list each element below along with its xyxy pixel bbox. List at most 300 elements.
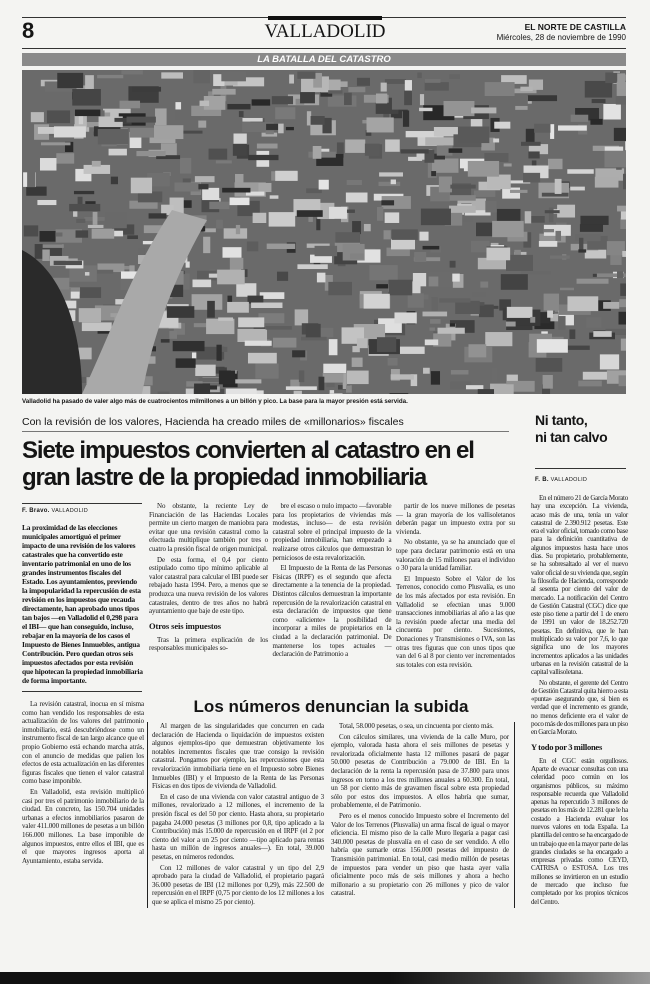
- photo-texture: [515, 106, 527, 110]
- photo-texture: [69, 204, 100, 211]
- photo-texture: [315, 246, 338, 256]
- paragraph: Tras la primera explicación de los responsables municipales so-: [149, 635, 268, 653]
- photo-texture: [85, 272, 89, 276]
- photo-texture: [27, 172, 35, 187]
- photo-texture: [286, 127, 294, 130]
- photo-texture: [577, 279, 609, 284]
- photo-texture: [260, 292, 285, 299]
- photo-texture: [377, 207, 383, 221]
- photo-texture: [425, 79, 441, 83]
- paragraph: No obstante, la reciente Ley de Financiación de las Haciendas Locales permite un cierto margen de maniobra para evitar que una revisión catastral como la efectuada multiplique también por tres o cuatro la presión fiscal de origen municipal.: [149, 502, 268, 553]
- photo-texture: [272, 96, 293, 104]
- photo-texture: [222, 188, 250, 193]
- photo-texture: [344, 93, 352, 105]
- photo-texture: [429, 277, 439, 287]
- photo-texture: [182, 131, 203, 134]
- photo-texture: [438, 328, 465, 334]
- paragraph: En el número 21 de García Morato hay una excepción. La vivienda, acaso más de una, tenía un valor catastral de 2.390.912 pesetas. Este era el valor oficial, tomado como base para la definición cuantitativa de algunos impuestos hasta hace unos días. Su propietario, probablemente, se ha sobresaltado al ver el nuevo valor oficial de su vivienda que, según la filosofía de Hacienda, corresponde al sesenta por ciento del valor de mercado. La notificación del Centro de Gestión Catastral (CGC) dice que este piso tiene a partir del 1 de enero de 1991 un valor de 18.252.720 pesetas. En definitiva, que le han multiplicado su valor por 7,6, lo que significa uno de los mayores incrementos aplicados a las unidades urbanas en la revisión catastral de la capital vallisoletana.: [531, 494, 628, 677]
- photo-texture: [80, 287, 101, 298]
- photo-texture: [625, 141, 626, 150]
- photo-texture: [430, 319, 441, 324]
- photo-texture: [592, 99, 606, 103]
- photo-texture: [323, 364, 346, 373]
- photo-texture: [421, 209, 451, 226]
- photo-texture: [266, 131, 274, 134]
- photo-texture: [468, 161, 499, 177]
- photo-texture: [494, 384, 514, 394]
- photo-texture: [292, 350, 305, 357]
- main-headline: Siete impuestos convierten al catastro en el gran lastre de la propiedad inmobiliaria: [22, 437, 474, 491]
- photo-texture: [536, 358, 563, 372]
- photo-texture: [444, 101, 475, 116]
- photo-texture: [55, 232, 62, 236]
- article-column-1: [22, 700, 144, 867]
- photo-texture: [297, 210, 323, 217]
- photo-texture: [233, 144, 247, 156]
- photo-texture: [209, 202, 229, 209]
- photo-texture: [492, 221, 524, 237]
- headline-line: Ni tanto,: [535, 412, 588, 428]
- photo-texture: [328, 95, 357, 106]
- paragraph: En el caso de una vivienda con valor catastral antiguo de 3 millones, revalorizado a 12 millones, el incremento de la presión fiscal es del 50 por ciento. Hasta ahora, su propietario pagaba 24.000 pesetas (3 millones por 0,8, tipo aplicado a la Contribución) más 15.000 de repercusión en el IRPF (el 2 por ciento del valor a un 25 por ciento —tipo aplicado para rentas hasta un millón de ingresos anuales—). En total, 39.000 pesetas, en números redondos.: [152, 792, 324, 861]
- photo-texture: [130, 128, 158, 138]
- sidebar-subhead: Y todo por 3 millones: [531, 741, 603, 752]
- photo-texture: [586, 317, 601, 328]
- photo-texture: [227, 104, 250, 109]
- photo-texture: [158, 392, 170, 394]
- paragraph: Al margen de las singularidades que concurren en cada declaración de Hacienda o liquidación de impuestos existen algunos ejemplos-tipo que demuestran objetivamente los notables incrementos fiscales que trae consigo la revisión catastral. Pongamos por ejemplo, las repercusiones que esta revalorización inmobiliaria tiene en el Impuesto sobre Bienes Inmuebles (IBI) y el Impuesto de la Renta de las Personas Físicas en dos tipos de vivienda de Valladolid.: [152, 722, 324, 791]
- lead-rule: [22, 691, 142, 692]
- photo-texture: [352, 346, 359, 352]
- photo-texture: [252, 99, 271, 105]
- photo-texture: [544, 294, 559, 311]
- photo-texture: [209, 149, 228, 160]
- photo-texture: [384, 230, 391, 239]
- photo-texture: [180, 158, 191, 174]
- photo-texture: [590, 119, 602, 125]
- photo-texture: [218, 317, 233, 320]
- photo-texture: [76, 219, 85, 223]
- photo-texture: [571, 115, 589, 122]
- photo-texture: [174, 182, 200, 191]
- photo-texture: [391, 374, 414, 379]
- photo-texture: [92, 161, 101, 167]
- photo-texture: [74, 191, 94, 194]
- photo-texture: [273, 338, 297, 348]
- photo-texture: [520, 87, 532, 91]
- photo-texture: [377, 337, 396, 352]
- photo-texture: [401, 149, 429, 153]
- photo-texture: [345, 139, 365, 152]
- photo-texture: [75, 110, 100, 117]
- photo-texture: [37, 200, 56, 205]
- photo-texture: [131, 178, 152, 194]
- photo-texture: [72, 89, 101, 106]
- photo-texture: [369, 265, 397, 280]
- photo-texture: [347, 180, 362, 185]
- photo-texture: [550, 124, 554, 139]
- photo-texture: [88, 225, 104, 228]
- photo-texture: [192, 280, 211, 288]
- photo-texture: [198, 184, 208, 189]
- photo-texture: [300, 92, 315, 103]
- photo-texture: [620, 283, 626, 295]
- photo-texture: [352, 221, 361, 234]
- photo-texture: [289, 75, 294, 84]
- photo-texture: [550, 255, 570, 258]
- kicker-rule: [22, 431, 509, 432]
- photo-texture: [31, 112, 44, 122]
- photo-texture: [364, 224, 371, 231]
- photo-texture: [234, 379, 261, 383]
- photo-texture: [423, 368, 430, 374]
- section-title: VALLADOLID: [264, 21, 386, 42]
- photo-texture: [417, 73, 422, 79]
- photo-texture: [593, 331, 611, 337]
- photo-texture: [419, 232, 428, 241]
- paragraph: Con cálculos similares, una vivienda de la calle Muro, por ejemplo, valorada hasta ahora el seis millones de pesetas y revalorizada oficialmente hasta 12 millones pasará de pagar 50.000 pesetas de Contribución a 79.000 de IBI. En la declaración de la renta la repercusión pasa de 37.800 para unos ingresos en torno a los tres millones anuales a 60.300. En total, un 58 por ciento más de gravamen fiscal sobre esta propiedad sólo por estos dos impuestos. A ellos habría que sumar, probablemente, el de Patrimonio.: [331, 732, 509, 810]
- photo-texture: [43, 244, 64, 248]
- photo-texture: [585, 81, 612, 98]
- paragraph: El Impuesto Sobre el Valor de los Terrenos, conocido como Plusvalía, es uno de los más afectados por esta revisión. En Valladolid se efectúan unas 9.000 transacciones inmobiliarias al año a las que la revisión puede afectar una media del cincuenta por ciento. Sucesiones, Donaciones y Transmisiones o IVA, son las otras tres figuras que con unos tipos que van del 6 al 8 por ciento ver incrementados sus totales con esta revisión.: [396, 574, 515, 669]
- photo-texture: [494, 122, 510, 129]
- photo-texture: [127, 117, 156, 123]
- photo-texture: [221, 71, 246, 81]
- photo-texture: [545, 210, 560, 213]
- photo-texture: [583, 372, 607, 380]
- photo-texture: [186, 389, 194, 394]
- photo-texture: [604, 151, 626, 168]
- photo-texture: [510, 190, 527, 193]
- photo-texture: [111, 177, 118, 185]
- photo-texture: [414, 252, 426, 262]
- photo-texture: [479, 305, 494, 318]
- photo-texture: [97, 270, 113, 274]
- photo-texture: [267, 244, 295, 249]
- photo-texture: [408, 293, 424, 307]
- photo-texture: [391, 179, 396, 184]
- photo-texture: [198, 121, 206, 128]
- photo-texture: [294, 391, 302, 394]
- photo-texture: [502, 188, 520, 199]
- photo-texture: [539, 241, 557, 247]
- paragraph: De esta forma, el 0,4 por ciento estipulado como tipo mínimo aplicable al valor catastral para calcular el IBI puede ser rebajado hasta 1994. Pero, a menos que se produzca una nueva revisión de los valores catastrales, dentro de tres años no habrá ayuntamiento que baje de este tipo.: [149, 555, 268, 616]
- middle-block: [147, 502, 515, 908]
- photo-texture: [350, 254, 364, 260]
- photo-texture: [297, 72, 315, 79]
- photo-texture: [595, 177, 619, 188]
- byline: [22, 508, 144, 515]
- photo-texture: [521, 142, 541, 146]
- photo-texture: [471, 107, 496, 113]
- photo-texture: [623, 174, 626, 190]
- photo-texture: [195, 176, 215, 182]
- photo-texture: [617, 206, 626, 212]
- photo-texture: [379, 182, 401, 186]
- photo-texture: [578, 381, 602, 387]
- photo-caption: Valladolid ha pasado de valer algo más de cuatrocientos milmillones a un billón y pico. La base para la mayor presión está servida.: [22, 398, 408, 405]
- photo-texture: [248, 155, 278, 160]
- photo-texture: [392, 229, 418, 239]
- photo-texture: [506, 322, 516, 327]
- photo-texture: [286, 386, 317, 390]
- article-lead: La proximidad de las elecciones municipales amortiguó el primer impacto de una revisión de los valores catastrales que ha convertido este inventario patrimonial en uno de los grandes instrumentos fiscales del Estado. Los ayuntamientos, previendo la impopularidad la repercusión de esta revisión en los impuestos que recauda directamente, han aprobado unos tipos tan bajos —en Valladolid el 0,298 para el IBI— que han conseguido, incluso, rebajar en la mayoría de los casos el Impuesto de Bienes Inmuebles, antigua Contribución. Pero quedan otros seis impuestos afectados por esta revisión que hipotecan la propiedad inmobiliaria de forma importante.: [22, 523, 143, 685]
- issue-date: Miércoles, 28 de noviembre de 1990: [496, 33, 626, 42]
- paragraph: partir de los nueve millones de pesetas— la gran mayoría de los vallisoletanos deberán pagar un impuesto extra por su vivienda.: [396, 502, 515, 536]
- scan-edge: [0, 972, 650, 984]
- subhead: Otros seis impuestos: [149, 620, 221, 631]
- photo-texture: [580, 224, 603, 232]
- photo-texture: [278, 124, 284, 134]
- photo-texture: [258, 183, 271, 192]
- photo-texture: [548, 159, 563, 169]
- photo-texture: [491, 368, 497, 382]
- photo-texture: [318, 377, 324, 391]
- photo-texture: [41, 142, 71, 145]
- photo-texture: [56, 153, 74, 163]
- photo-texture: [558, 125, 587, 130]
- photo-texture: [530, 317, 535, 323]
- photo-texture: [311, 116, 325, 125]
- paragraph: bre el escaso o nulo impacto —favorable para los propietarios de viviendas más modestas, incluso— de esta revisión catastral sobre el principal impuesto de la propiedad inmobiliaria, han empezado a realizarse otros cálculos que demuestran lo perniciosos de esta revalorización.: [272, 502, 392, 562]
- paragraph: En Valladolid, esta revisión multiplicó casi por tres el patrimonio inmobiliario de la ciudad. En concreto, las 150.704 unidades urbanas a efectos inmobiliarios pasaron de valer 411.000 millones de pesetas a un billón 166.000 millones. La base imponible de algunos impuestos, entre ellos el IBI, que es el que mayores ingresos aporta al Ayuntamiento, estaba servida.: [22, 787, 144, 865]
- photo-texture: [109, 149, 127, 156]
- photo-texture: [493, 138, 499, 142]
- photo-texture: [269, 212, 296, 226]
- photo-texture: [219, 370, 235, 384]
- photo-texture: [486, 248, 510, 261]
- photo-texture: [607, 241, 625, 255]
- photo-texture: [450, 185, 475, 189]
- photo-texture: [365, 144, 380, 156]
- photo-texture: [149, 213, 167, 218]
- photo-texture: [42, 249, 49, 261]
- photo-texture: [404, 91, 412, 106]
- photo-texture: [82, 322, 112, 331]
- photo-texture: [385, 79, 406, 84]
- photo-texture: [195, 365, 215, 376]
- photo-texture: [396, 347, 424, 354]
- photo-texture: [24, 225, 38, 236]
- paragraph: En el CGC están orgullosos. Aparte de evacuar consultas con una celeridad poco común en los organismos públicos, su máximo responsable recuerda que Valladolid apenas ha repercutido 3 millones de pesetas en los más de 12.281 que le ha costado a Hacienda evaluar los nuevos valores en toda España. La plantilla del centro se ha encargado de un trabajo que en la mayor parte de las grandes ciudades se ha encargado a empresas privadas como CEYD, CATRISA o ESTOSA. Los tres millones se invirtieron en un estudio de mercado que incluso fue completado por los propios técnicos del Centro.: [531, 756, 628, 906]
- photo-texture: [224, 228, 247, 238]
- photo-texture: [216, 160, 232, 163]
- photo-texture: [136, 151, 165, 156]
- photo-texture: [329, 339, 338, 355]
- photo-texture: [389, 393, 408, 394]
- photo-texture: [275, 171, 297, 181]
- photo-texture: [255, 364, 278, 379]
- photo-texture: [379, 172, 403, 176]
- photo-texture: [449, 148, 463, 152]
- paragraph: Total, 58.000 pesetas, o sea, un cincuenta por ciento más.: [339, 722, 494, 730]
- photo-texture: [40, 158, 56, 170]
- photo-texture: [192, 294, 223, 310]
- photo-texture: [93, 212, 98, 225]
- photo-texture: [352, 358, 363, 367]
- photo-texture: [204, 228, 216, 232]
- photo-texture: [603, 302, 619, 309]
- photo-texture: [275, 107, 295, 119]
- photo-texture: [234, 134, 247, 144]
- photo-texture: [226, 389, 257, 394]
- photo-texture: [366, 117, 393, 132]
- photo-texture: [555, 231, 561, 241]
- article-column-2: [149, 502, 268, 694]
- photo-texture: [423, 246, 440, 250]
- photo-texture: [216, 220, 223, 229]
- photo-texture: [485, 332, 512, 346]
- photo-texture: [176, 358, 196, 367]
- sidebar-column: [531, 494, 628, 908]
- numbers-column-left: [148, 722, 328, 908]
- photo-texture: [485, 201, 496, 213]
- photo-texture: [212, 89, 235, 95]
- numbers-headline: Los números denuncian la subida: [193, 697, 469, 716]
- photo-texture: [227, 302, 249, 313]
- photo-texture: [207, 301, 215, 318]
- section-banner: LA BATALLA DEL CATASTRO: [22, 53, 626, 66]
- photo-texture: [299, 370, 304, 382]
- photo-texture: [617, 271, 623, 278]
- photo-texture: [236, 283, 256, 297]
- photo-texture: [161, 339, 170, 343]
- photo-texture: [521, 271, 551, 274]
- photo-texture: [317, 273, 325, 283]
- photo-texture: [388, 358, 398, 366]
- numbers-column-right: [328, 722, 512, 908]
- photo-texture: [525, 211, 531, 223]
- photo-texture: [622, 251, 626, 257]
- photo-texture: [420, 94, 424, 105]
- photo-texture: [173, 341, 205, 351]
- photo-texture: [194, 384, 210, 394]
- photo-texture: [346, 193, 368, 203]
- paragraph: No obstante, el gerente del Centro de Gestión Catastral quita hierro a esta «punta» asegurando que, si bien es verdad que el incremento es grande, no menos deficiente era el valor de poco más de dos millones para un piso en García Morato.: [531, 678, 628, 737]
- photo-texture: [450, 261, 456, 268]
- photo-texture: [92, 229, 115, 239]
- photo-texture: [600, 354, 619, 369]
- photo-texture: [430, 327, 435, 330]
- paragraph: El Impuesto de la Renta de las Personas Físicas (IRPF) es el segundo que afecta directamente a la tenencia de la propiedad. Distintos cálculos demuestran la importante repercusión de la revalorización catastral en esta declaración de impuestos que tiene como «aliciente» la posibilidad de incorporar a miles de propietarios en la ciudad a la declaración patrimonial. De mantenerse los topes actuales —declaración de Patrimonio a: [272, 564, 392, 659]
- photo-texture: [206, 319, 234, 334]
- photo-texture: [306, 324, 321, 337]
- sidebar: [531, 412, 628, 908]
- photo-texture: [487, 175, 511, 190]
- photo-texture: [222, 247, 241, 258]
- photo-texture: [121, 70, 142, 74]
- photo-texture: [328, 90, 342, 93]
- photo-texture: [85, 75, 94, 89]
- photo-texture: [617, 73, 625, 89]
- photo-texture: [257, 144, 278, 149]
- photo-texture: [485, 82, 515, 96]
- photo-texture: [335, 232, 360, 242]
- aerial-city-photo: [22, 70, 626, 394]
- photo-texture: [484, 153, 508, 162]
- photo-texture: [237, 329, 267, 342]
- photo-texture: [580, 216, 608, 225]
- photo-texture: [248, 353, 277, 364]
- photo-texture: [54, 261, 82, 265]
- photo-texture: [388, 280, 412, 296]
- photo-texture: [248, 296, 264, 304]
- photo-texture: [97, 75, 123, 78]
- photo-texture: [297, 264, 327, 269]
- photo-texture: [567, 169, 593, 174]
- photo-texture: [217, 270, 245, 285]
- photo-texture: [425, 82, 449, 91]
- photo-texture: [439, 298, 470, 302]
- sidebar-headline: [531, 412, 628, 446]
- paragraph: No obstante, ya se ha anunciado que el tope para declarar patrimonio está en una valoración de 15 millones para el individuo o 30 para la unidad familiar.: [396, 538, 515, 573]
- photo-texture: [555, 179, 562, 194]
- paragraph: Con 12 millones de valor catastral y un tipo del 2,9 aprobado para la ciudad de Valladolid, el propietario pagará 36.000 pesetas de IBI (12 millones por 0,29), más 22.500 de repercusión en el IRPF (0,75 por ciento de los 12 millones a los que se aplica el mismo 25 por ciento).: [152, 863, 324, 906]
- photo-texture: [391, 239, 415, 250]
- photo-texture: [270, 195, 279, 198]
- photo-texture: [451, 370, 469, 374]
- photo-texture: [120, 101, 141, 109]
- photo-texture: [528, 151, 539, 158]
- article-column-3: [273, 502, 392, 694]
- photo-texture: [329, 207, 347, 219]
- photo-texture: [619, 375, 626, 386]
- photo-texture: [425, 339, 438, 345]
- photo-texture: [385, 139, 400, 151]
- photo-texture: [406, 131, 437, 137]
- photo-texture: [247, 241, 258, 251]
- photo-texture: [253, 213, 267, 223]
- photo-texture: [466, 385, 483, 389]
- photo-texture: [504, 163, 512, 166]
- photo-texture: [544, 229, 554, 232]
- sidebar-rule: [535, 468, 626, 469]
- photo-texture: [54, 126, 86, 137]
- photo-texture: [316, 219, 320, 231]
- photo-texture: [455, 301, 480, 314]
- photo-texture: [431, 371, 440, 385]
- photo-texture: [251, 303, 282, 308]
- kicker: Con la revisión de los valores, Hacienda ha creado miles de «millonarios» fiscales: [22, 416, 404, 428]
- photo-texture: [239, 111, 244, 117]
- photo-texture: [308, 152, 335, 158]
- photo-texture: [266, 326, 292, 330]
- photo-texture: [236, 225, 240, 234]
- photo-texture: [432, 158, 459, 172]
- photo-texture: [245, 341, 272, 346]
- page-number: 8: [22, 18, 35, 43]
- photo-texture: [200, 101, 210, 106]
- photo-texture: [450, 195, 476, 201]
- byline-author: F. B.: [535, 477, 549, 483]
- photo-texture: [364, 294, 390, 309]
- photo-texture: [569, 329, 575, 339]
- photo-texture: [357, 78, 370, 86]
- photo-texture: [480, 282, 488, 288]
- photo-texture: [242, 118, 262, 122]
- photo-texture: [534, 124, 550, 133]
- photo-texture: [523, 173, 540, 183]
- byline-rule: [22, 503, 142, 504]
- numbers-columns-row: [147, 722, 515, 908]
- byline-place: VALLADOLID: [550, 477, 588, 483]
- photo-texture: [47, 110, 70, 123]
- photo-texture: [216, 345, 221, 361]
- photo-texture: [202, 188, 219, 200]
- photo-texture: [376, 94, 387, 104]
- photo-texture: [328, 282, 352, 295]
- photo-texture: [425, 137, 456, 145]
